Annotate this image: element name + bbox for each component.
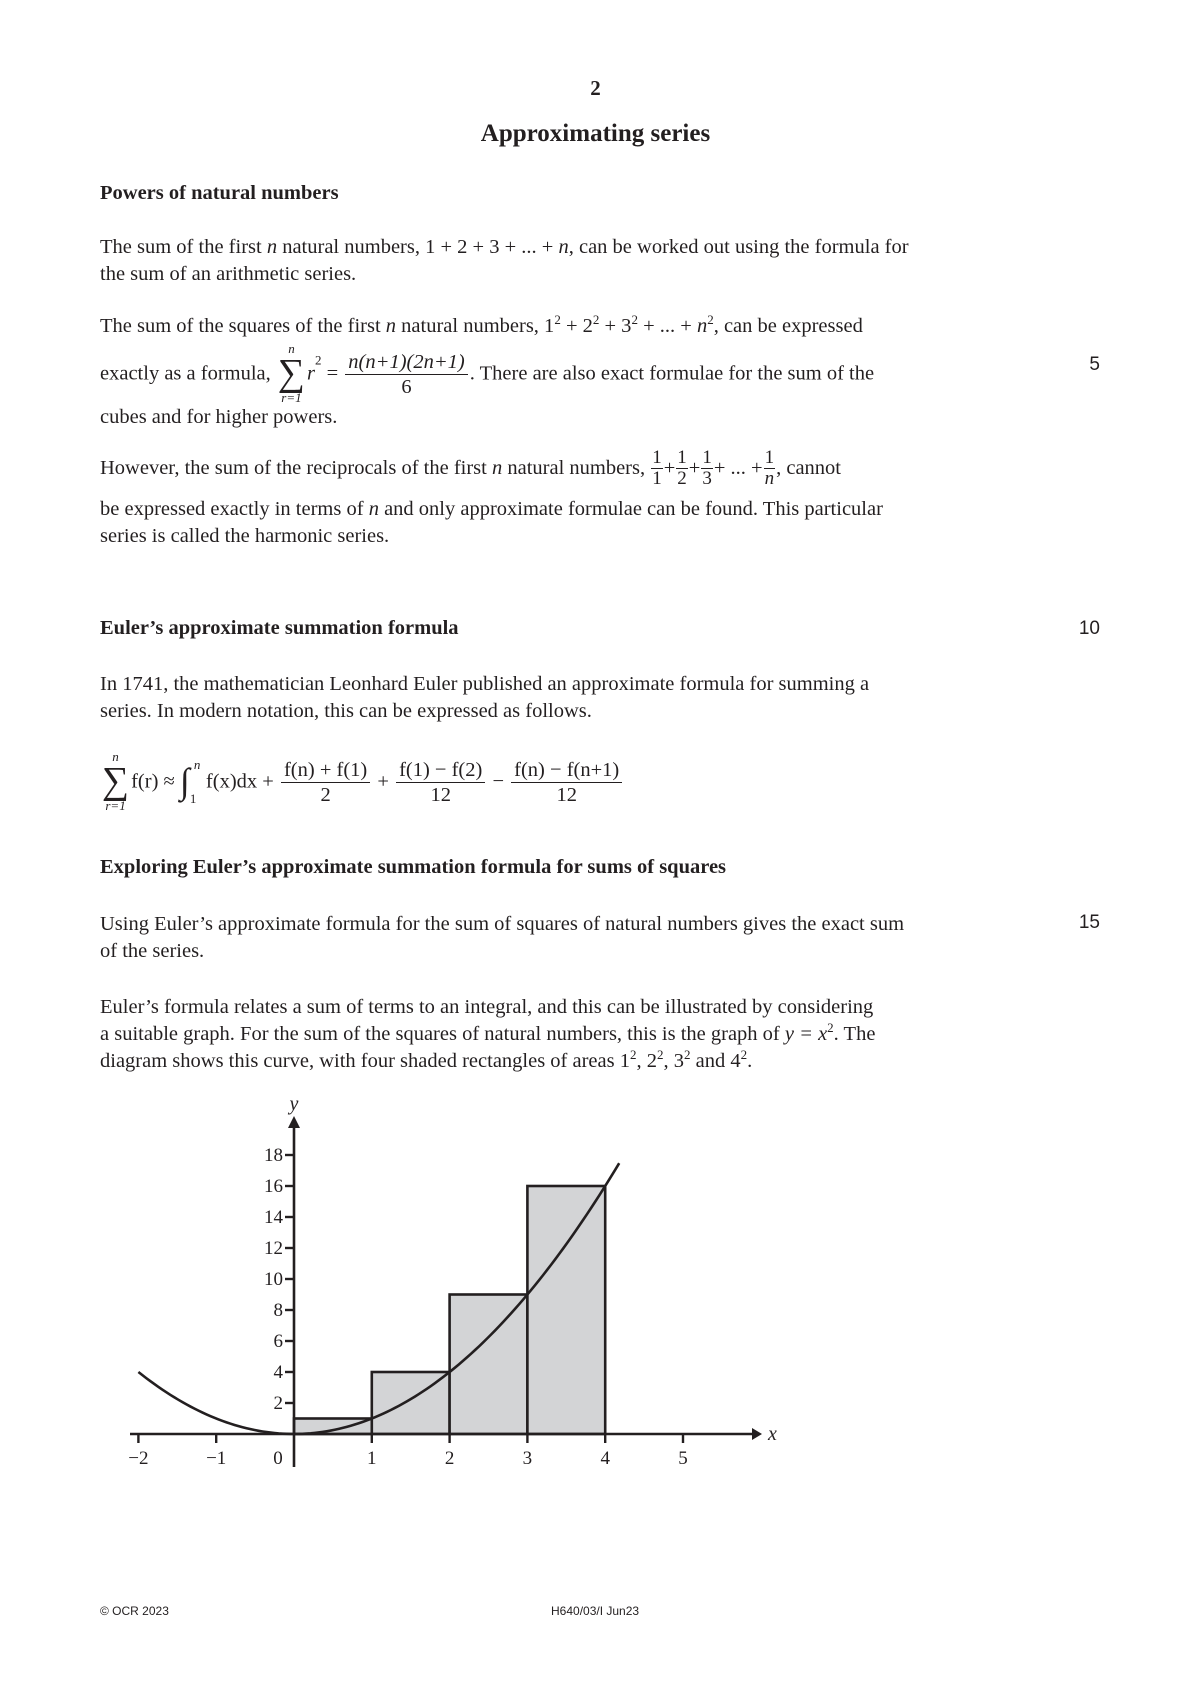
- integral-upper: n: [193, 757, 201, 772]
- integral-icon: ∫: [179, 761, 190, 801]
- exponent: 2: [592, 312, 600, 327]
- section-heading-exploring: Exploring Euler’s approximate summation formula for sums of squares: [100, 856, 727, 878]
- text: , can be expressed: [713, 315, 863, 337]
- text: + 3: [599, 315, 632, 337]
- lhs-term: f(r): [131, 770, 159, 793]
- text: a suitable graph. For the sum of the squares of natural numbers, this is the graph of: [100, 1023, 785, 1045]
- line-number-15: 15: [1078, 912, 1100, 933]
- var-n: n: [266, 236, 278, 258]
- approx-sign: ≈: [158, 770, 180, 793]
- var-n: n: [696, 315, 708, 337]
- text: + 2: [560, 315, 593, 337]
- text: Euler’s formula relates a sum of terms to an integral, and this can be illustrated by considering: [100, 996, 874, 1018]
- numerator: 1: [677, 447, 687, 468]
- denominator: 6: [401, 375, 412, 398]
- text: + ... +: [637, 315, 697, 337]
- numerator: 1: [702, 447, 712, 468]
- x-tick-label: 2: [444, 1448, 455, 1469]
- var-n: n: [368, 498, 379, 520]
- text: diagram shows this curve, with four shaded rectangles of areas 1: [100, 1050, 630, 1072]
- text: . The: [833, 1023, 876, 1045]
- var-n: n: [558, 236, 569, 258]
- y-tick-label: 8: [273, 1300, 283, 1321]
- denominator: 2: [320, 783, 331, 806]
- text: natural numbers, 1: [396, 315, 555, 337]
- equals: =: [321, 362, 344, 385]
- y-axis-arrow-icon: [288, 1116, 300, 1128]
- exponent: 2: [740, 1047, 748, 1062]
- sigma-upper: n: [112, 749, 119, 764]
- text: natural numbers, 1 + 2 + 3 + ... +: [277, 236, 559, 258]
- page-number: 2: [590, 76, 601, 100]
- y-tick-label: 12: [264, 1238, 283, 1259]
- text: and 4: [690, 1050, 741, 1072]
- numerator: f(n) − f(n+1): [511, 758, 622, 783]
- text: , 3: [663, 1050, 684, 1072]
- sigma-upper: n: [288, 341, 295, 356]
- numerator: n(n+1)(2n+1): [345, 350, 467, 375]
- text: series. In modern notation, this can be expressed as follows.: [100, 700, 592, 722]
- var-n: n: [491, 457, 503, 479]
- ellipsis: + ... +: [713, 457, 763, 479]
- var-r: r: [306, 362, 315, 385]
- y-tick-label: 18: [264, 1145, 283, 1166]
- text: natural numbers,: [502, 457, 651, 479]
- text: exactly as a formula,: [100, 362, 276, 385]
- denominator: 12: [430, 783, 451, 806]
- denominator: 1: [652, 468, 662, 489]
- denominator: n: [764, 468, 775, 489]
- y-tick-label: 14: [264, 1207, 283, 1228]
- sigma-icon: ∑: [102, 760, 130, 802]
- exponent: 2: [314, 352, 322, 368]
- numerator: 1: [652, 447, 662, 468]
- text: of the series.: [100, 940, 205, 962]
- exponent: 2: [827, 1020, 834, 1035]
- x-tick-label: 0: [273, 1448, 283, 1469]
- x-tick-label: 1: [367, 1448, 377, 1469]
- text: , 2: [636, 1050, 657, 1072]
- text: .: [747, 1050, 753, 1072]
- x-tick-label: 4: [600, 1448, 610, 1469]
- text: be expressed exactly in terms of: [100, 498, 369, 520]
- x-axis-arrow-icon: [752, 1428, 762, 1440]
- equation-y-x2: y = x: [784, 1023, 828, 1045]
- y-tick-label: 6: [273, 1331, 283, 1352]
- footer-paper-code: H640/03/I Jun23: [551, 1604, 640, 1618]
- text: and only approximate formulae can be found. This particular: [378, 498, 883, 520]
- var-n: n: [385, 315, 397, 337]
- sigma-lower: r=1: [281, 390, 302, 405]
- exponent: 2: [631, 312, 638, 327]
- line-number-10: 10: [1078, 618, 1100, 639]
- plus: +: [688, 457, 701, 479]
- integral-lower: 1: [189, 791, 197, 806]
- sigma-lower: r=1: [105, 798, 126, 813]
- denominator: 2: [677, 468, 687, 489]
- shaded-rectangle-3: [450, 1295, 528, 1435]
- section-heading-euler: Euler’s approximate summation formula: [100, 617, 459, 639]
- text: the sum of an arithmetic series.: [100, 263, 357, 285]
- text: The sum of the first: [100, 236, 267, 258]
- exponent: 2: [684, 1047, 691, 1062]
- text: . There are also exact formulae for the sum of the: [469, 362, 875, 385]
- page-title: Approximating series: [480, 120, 711, 147]
- section-heading-powers: Powers of natural numbers: [100, 182, 339, 204]
- denominator: 12: [556, 783, 577, 806]
- text: However, the sum of the reciprocals of the first: [100, 457, 492, 479]
- y-tick-label: 4: [273, 1362, 283, 1383]
- y-tick-label: 2: [273, 1393, 283, 1414]
- line-number-5: 5: [1089, 354, 1100, 375]
- minus: −: [487, 770, 510, 793]
- footer-copyright: © OCR 2023: [100, 1604, 169, 1618]
- x-tick-label: −2: [128, 1448, 149, 1469]
- text: series is called the harmonic series.: [100, 525, 390, 547]
- shaded-rectangle-4: [527, 1186, 605, 1434]
- integrand: f(x)dx: [205, 770, 258, 793]
- y-tick-label: 10: [264, 1269, 283, 1290]
- exponent: 2: [657, 1047, 664, 1062]
- x-tick-label: 3: [522, 1448, 533, 1469]
- text: In 1741, the mathematician Leonhard Euler published an approximate formula for summing a: [100, 673, 870, 695]
- text: , cannot: [776, 457, 842, 479]
- exponent: 2: [630, 1047, 637, 1062]
- numerator: 1: [764, 447, 775, 468]
- y-axis-label: y: [289, 1093, 299, 1115]
- text: Using Euler’s approximate formula for the sum of squares of natural numbers gives the exact sum: [100, 913, 905, 935]
- denominator: 3: [702, 468, 712, 489]
- x-axis-label: x: [768, 1423, 777, 1445]
- plus: +: [257, 770, 279, 793]
- text: The sum of the squares of the first: [100, 315, 386, 337]
- x-tick-label: −1: [206, 1448, 227, 1469]
- exponent: 2: [554, 312, 561, 327]
- x-tick-label: 5: [678, 1448, 688, 1469]
- numerator: f(1) − f(2): [396, 758, 485, 783]
- paragraph-cubes: cubes and for higher powers.: [100, 406, 338, 428]
- shaded-rectangle-1: [294, 1419, 372, 1435]
- text: , can be worked out using the formula for: [568, 236, 909, 258]
- y-tick-label: 16: [264, 1176, 283, 1197]
- exponent: 2: [707, 312, 714, 327]
- numerator: f(n) + f(1): [281, 758, 370, 783]
- plus: +: [663, 457, 676, 479]
- sigma-icon: ∑: [277, 352, 305, 394]
- plus: +: [372, 770, 395, 793]
